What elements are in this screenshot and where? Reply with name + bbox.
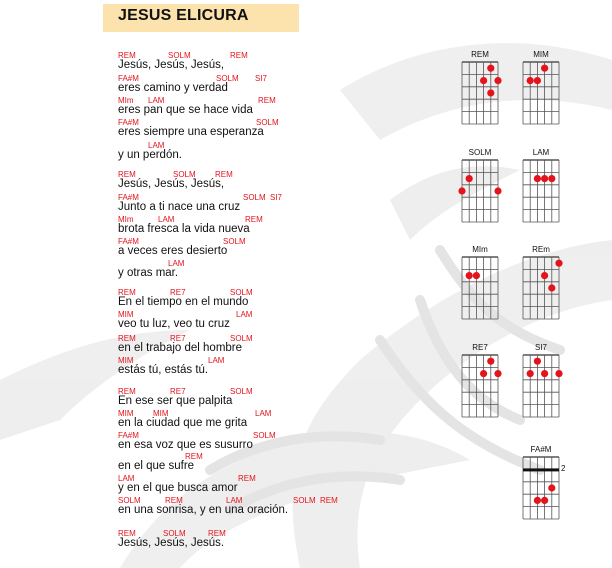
chord-label: LAM [158,215,175,224]
lyric-line: en la ciudad que me grita [118,417,248,429]
chord-label: SOLM [223,237,246,246]
chord-label: RE7 [170,387,186,396]
chord-label: SOLM [163,529,186,538]
chord-grid [519,353,563,419]
finger-dot [458,187,465,194]
chord-label: REM [118,170,136,179]
lyric-line: y un perdón. [118,149,182,161]
finger-dot [541,272,548,279]
chord-label: LAM [118,474,135,483]
chord-label: SOLM [253,431,276,440]
chord-grid [519,158,563,224]
chord-label: SOLM [230,334,253,343]
chord-label: SOLM [118,496,141,505]
chord-diagram [458,245,502,321]
finger-dot [487,65,494,72]
barre-indicator [523,468,559,471]
chord-label: SOLM [243,193,266,202]
chord-diagram-name: LAM [532,148,550,157]
finger-dot [466,272,473,279]
chord-label: LAM [226,496,243,505]
chord-label: SOLM [230,387,253,396]
finger-dot [534,497,541,504]
finger-dot [548,484,555,491]
finger-dot [555,260,562,267]
chord-diagram [458,148,502,224]
lyric-line: Junto a ti nace una cruz [118,201,241,213]
chord-label: LAM [255,409,272,418]
chord-label: REM [230,51,248,60]
chord-grid [458,255,502,321]
lyric-line: Jesús, Jesús, Jesús, [118,178,225,190]
chord-diagram-name: FA#M [530,445,552,454]
chord-label: SOLM [230,288,253,297]
finger-dot [494,77,501,84]
chord-label: REM [215,170,233,179]
chord-label: RE7 [170,334,186,343]
chord-diagram-name: SI7 [534,343,547,352]
chord-label: SOLM [173,170,196,179]
chord-grid [519,255,563,321]
lyric-line: y en el que busca amor [118,482,238,494]
finger-dot [541,497,548,504]
finger-dot [548,284,555,291]
chord-diagram [458,50,502,126]
chord-diagram-name: REm [532,245,550,254]
chord-label: LAM [168,259,185,268]
chord-grid [519,455,566,521]
chord-diagram-name: REM [471,50,489,59]
chord-diagram-name: MIm [472,245,488,254]
finger-dot [466,175,473,182]
finger-dot [480,370,487,377]
fret-number: 2 [561,464,566,474]
chord-diagram-name: MIM [533,50,549,59]
lyric-line: En ese ser que palpita [118,395,233,407]
chord-grid [458,60,502,126]
chord-grid [519,60,563,126]
finger-dot [527,77,534,84]
chord-label: REM [165,496,183,505]
finger-dot [473,272,480,279]
chord-diagram-name: RE7 [472,343,488,352]
finger-dot [541,370,548,377]
chord-label: RE7 [170,288,186,297]
chord-label: REM [320,496,338,505]
chord-label: FA#M [118,118,139,127]
finger-dot [534,358,541,365]
lyric-line: en el trabajo del hombre [118,342,243,354]
chord-label: REM [258,96,276,105]
chord-diagram [519,343,563,419]
chord-label: MIm [118,215,134,224]
chord-label: REM [118,334,136,343]
finger-dot [548,175,555,182]
chord-label: MIM [118,310,134,319]
lyric-line: Jesús, Jesús, Jesús. [118,537,225,549]
chord-diagram [519,50,563,126]
lyric-line: eres siempre una esperanza [118,126,264,138]
chord-label: SOLM [293,496,316,505]
finger-dot [534,77,541,84]
lyric-line: en el que sufre [118,460,195,472]
chord-label: FA#M [118,237,139,246]
finger-dot [555,370,562,377]
lyric-line: en una sonrisa, y en una oración. [118,504,289,516]
chord-label: LAM [208,356,225,365]
finger-dot [541,175,548,182]
lyric-line: veo tu luz, veo tu cruz [118,318,230,330]
chord-label: MIM [118,409,134,418]
lyric-line: y otras mar. [118,267,179,279]
chord-label: MIM [153,409,169,418]
lyric-line: a veces eres desierto [118,245,228,257]
chord-diagram [519,245,563,321]
chord-label: REM [245,215,263,224]
chord-label: MIM [118,356,134,365]
chord-label: SOLM [256,118,279,127]
song-title: JESUS ELICURA [118,7,249,24]
chord-label: REM [185,452,203,461]
chord-grid [458,353,502,419]
chord-diagram [458,343,502,419]
finger-dot [494,187,501,194]
chord-label: LAM [148,96,165,105]
lyric-line: eres pan que se hace vida [118,104,253,116]
lyric-line: en esa voz que es susurro [118,439,253,451]
chord-label: REM [118,51,136,60]
chord-label: SOLM [168,51,191,60]
finger-dot [480,77,487,84]
finger-dot [534,175,541,182]
lyric-line: En el tiempo en el mundo [118,296,249,308]
chord-label: REM [208,529,226,538]
chord-label: LAM [148,141,165,150]
lyric-line: Jesús, Jesús, Jesús, [118,59,225,71]
chord-label: FA#M [118,431,139,440]
chord-diagram [519,445,566,521]
chord-label: SOLM [216,74,239,83]
finger-dot [527,370,534,377]
chord-label: LAM [236,310,253,319]
chord-label: MIm [118,96,134,105]
chord-label: FA#M [118,74,139,83]
chord-label: REM [238,474,256,483]
chord-label: SI7 [270,193,283,202]
chord-diagram [519,148,563,224]
finger-dot [541,65,548,72]
lyric-line: brota fresca la vida nueva [118,223,250,235]
finger-dot [487,89,494,96]
chord-label: SI7 [255,74,268,83]
chord-label: REM [118,387,136,396]
chord-label: REM [118,288,136,297]
chord-grid [458,158,502,224]
chord-label: REM [118,529,136,538]
chord-label: FA#M [118,193,139,202]
lyric-line: estás tú, estás tú. [118,364,209,376]
finger-dot [487,358,494,365]
lyric-line: eres camino y verdad [118,82,228,94]
finger-dot [494,370,501,377]
chord-diagram-name: SOLM [468,148,492,157]
